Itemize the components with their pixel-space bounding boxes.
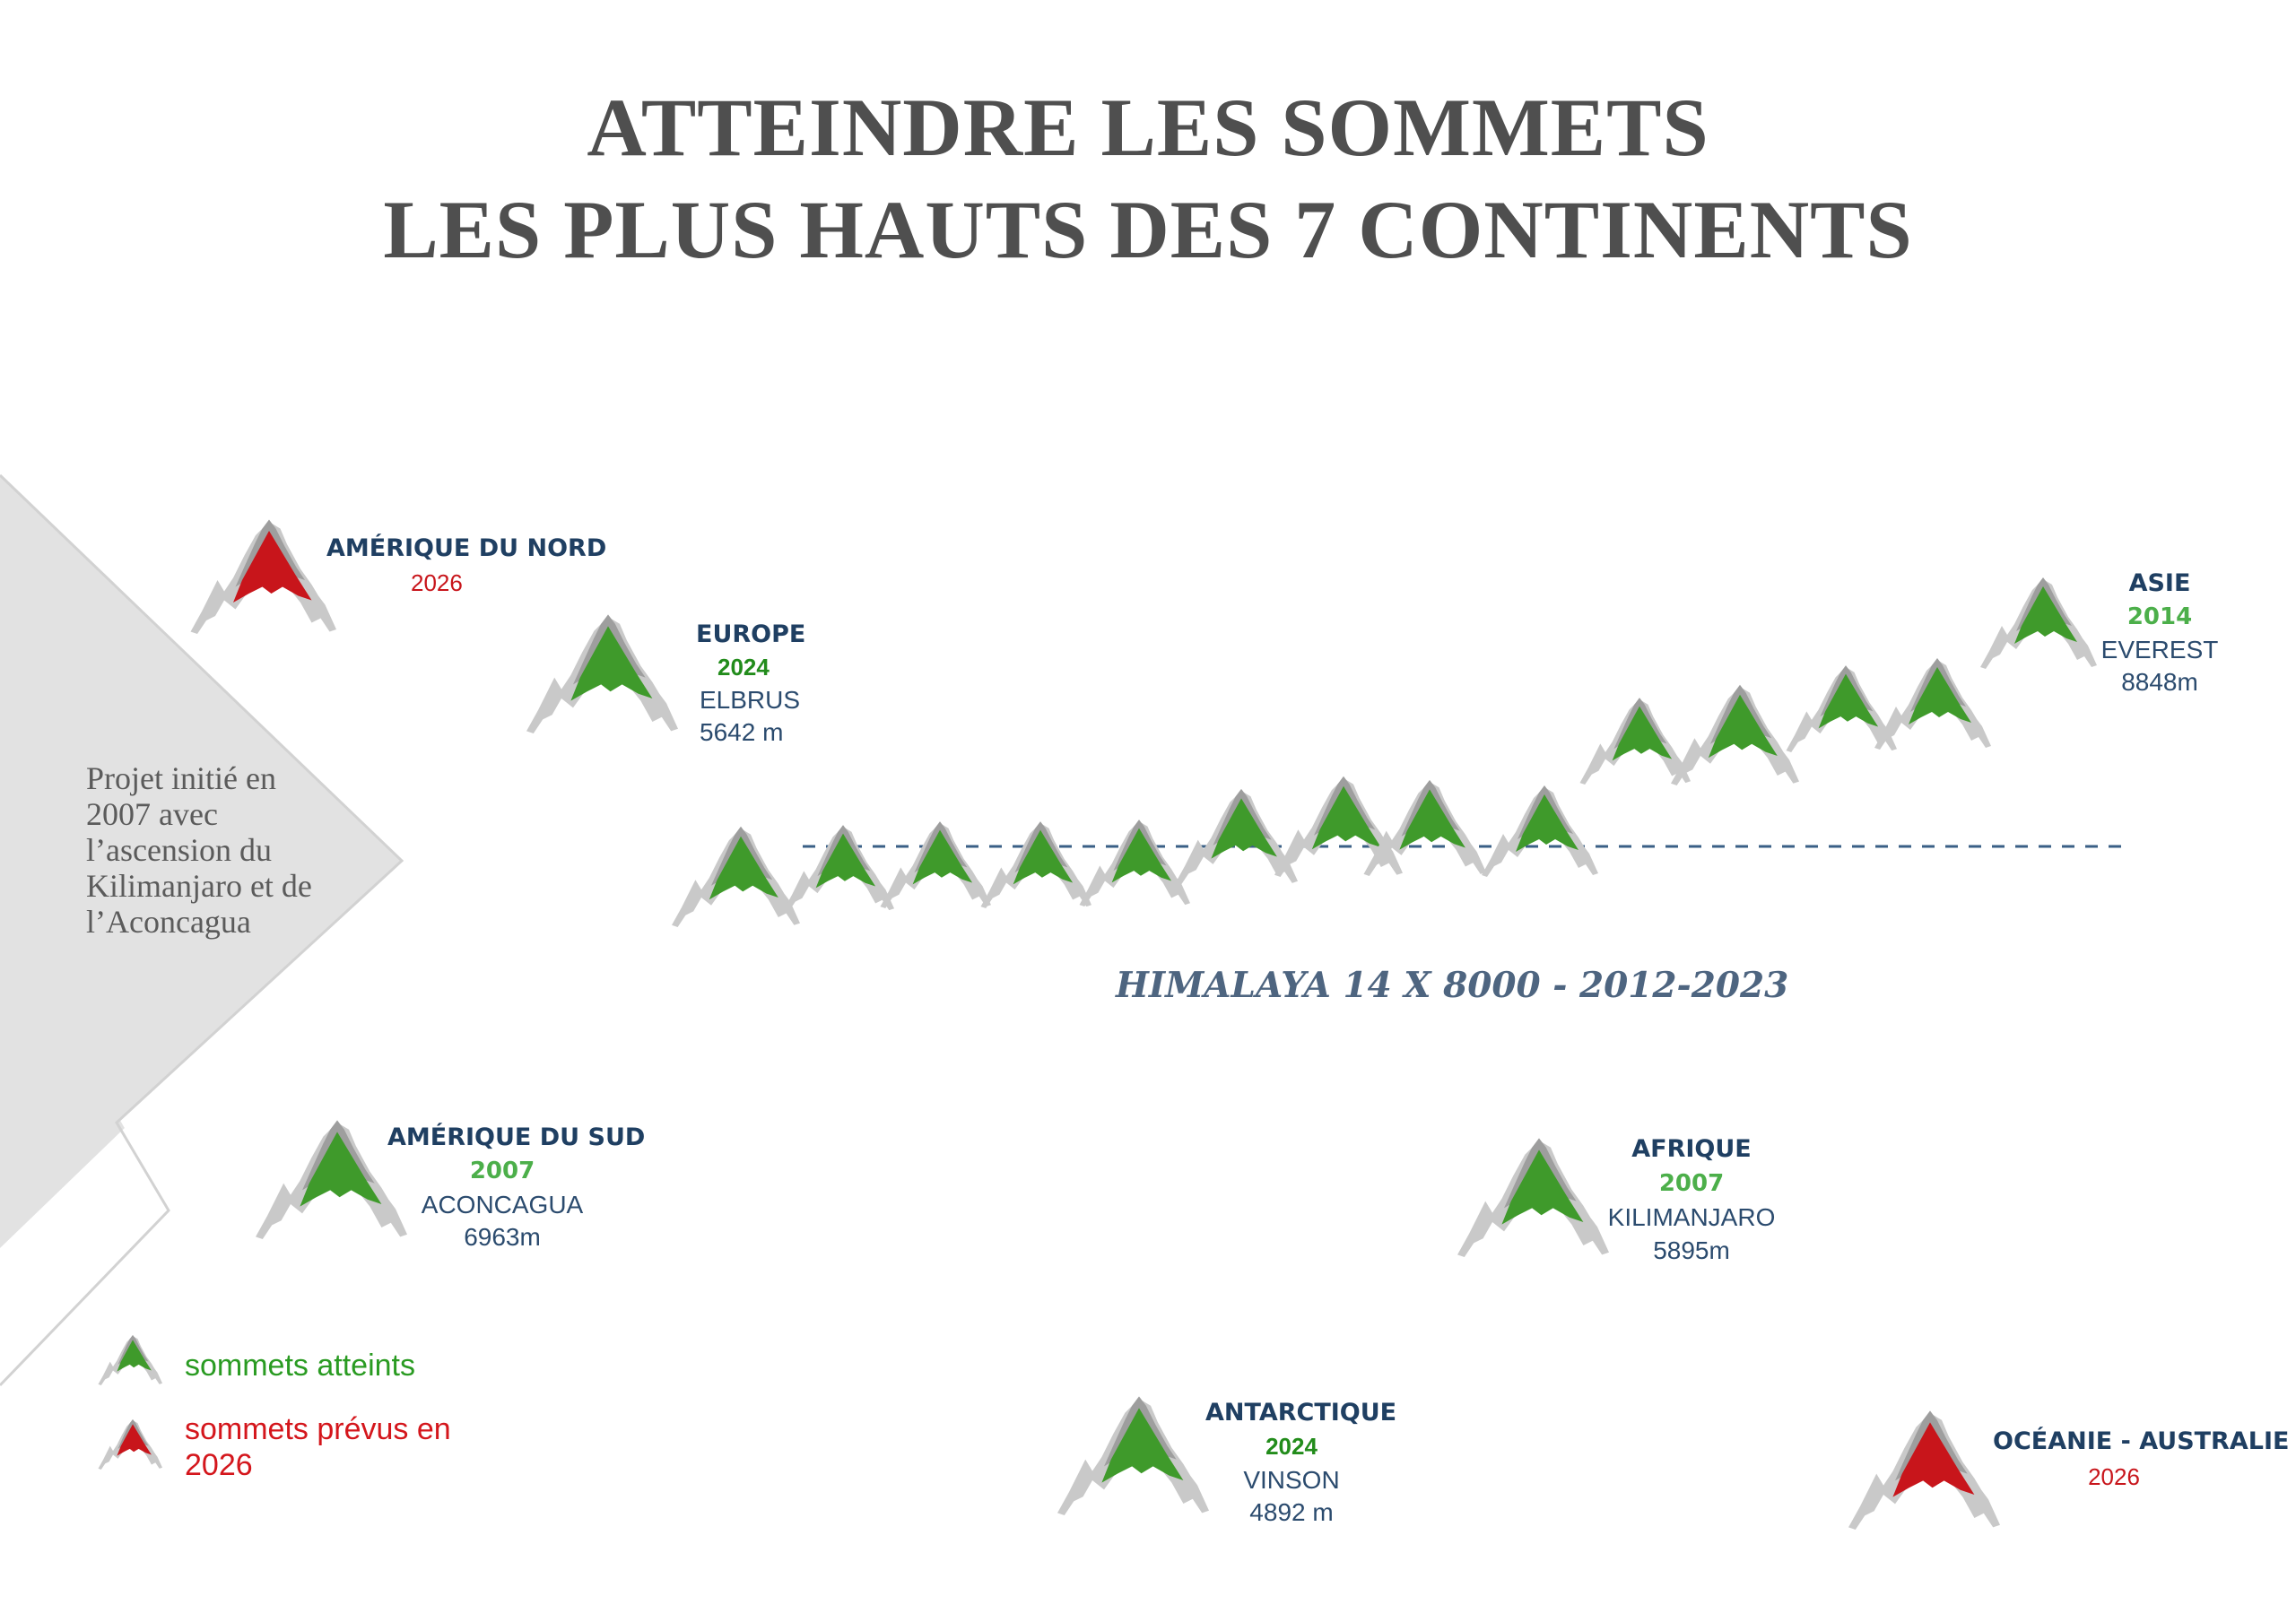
continent-oceania: OCÉANIE - AUSTRALIE: [1993, 1427, 2290, 1455]
himalaya-summit-icon-9: [1482, 785, 1598, 877]
africa-mountain-icon: [1457, 1138, 1609, 1257]
continent-south-america: AMÉRIQUE DU SUD: [387, 1123, 646, 1151]
year-north-america: 2026: [411, 569, 463, 596]
altitude-europe: 5642 m: [700, 718, 784, 746]
north-america-mountain-icon: [191, 520, 337, 635]
altitude-africa: 5895m: [1653, 1236, 1730, 1264]
europe-mountain-icon: [526, 614, 678, 733]
year-antarctica: 2024: [1265, 1433, 1318, 1460]
altitude-asia: 8848m: [2121, 668, 2198, 696]
legend-reached-label: sommets atteints: [185, 1349, 415, 1383]
title-line-1: ATTEINDRE LES SOMMETS: [587, 82, 1709, 173]
year-africa: 2007: [1658, 1170, 1725, 1197]
continent-antarctica: ANTARCTIQUE: [1205, 1399, 1397, 1427]
south-america-mountain-icon: [256, 1120, 407, 1239]
legend-planned-label: sommets prévus en 2026: [185, 1412, 451, 1482]
himalaya-summit-icon-10: [1580, 698, 1692, 785]
peak-asia: EVEREST: [2100, 636, 2219, 664]
altitude-antarctica: 4892 m: [1249, 1498, 1334, 1526]
himalaya-summit-icon-8: [1364, 780, 1487, 876]
antarctica-mountain-icon: [1057, 1396, 1209, 1515]
oceania-mountain-icon: [1848, 1410, 2000, 1530]
title-line-2: LES PLUS HAUTS DES 7 CONTINENTS: [383, 184, 1913, 275]
himalaya-summit-icon-2: [784, 825, 895, 912]
legend-planned-icon: [99, 1419, 163, 1470]
himalaya-summit-icon-1: [672, 827, 800, 927]
altitude-south-america: 6963m: [464, 1223, 541, 1251]
year-europe: 2024: [718, 654, 770, 681]
peak-south-america: ACONCAGUA: [421, 1191, 584, 1219]
legend-reached-icon: [99, 1335, 163, 1385]
year-south-america: 2007: [469, 1158, 535, 1184]
peak-africa: KILIMANJARO: [1607, 1203, 1776, 1231]
continent-europe: EUROPE: [696, 620, 806, 648]
continent-north-america: AMÉRIQUE DU NORD: [326, 534, 607, 562]
year-asia: 2014: [2126, 603, 2193, 630]
himalaya-label: HIMALAYA 14 X 8000 - 2012-2023: [1116, 965, 1789, 1006]
continent-asia: ASIE: [2128, 569, 2191, 597]
year-oceania: 2026: [2088, 1463, 2140, 1490]
himalaya-summit-icon-7: [1274, 776, 1403, 877]
peak-europe: ELBRUS: [700, 686, 801, 714]
himalaya-summit-icon-13: [1874, 658, 1991, 750]
intro-text: Projet initié en 2007 avec l’ascension du Kilimanjaro et de l’Aconcagua: [86, 760, 312, 940]
himalaya-summit-icon-11: [1671, 685, 1799, 785]
continent-africa: AFRIQUE: [1631, 1135, 1752, 1163]
peak-antarctica: VINSON: [1243, 1466, 1340, 1494]
himalaya-summit-icon-4: [981, 821, 1092, 908]
himalaya-summit-icon-5: [1080, 820, 1191, 906]
himalaya-summit-icon-3: [881, 821, 992, 908]
